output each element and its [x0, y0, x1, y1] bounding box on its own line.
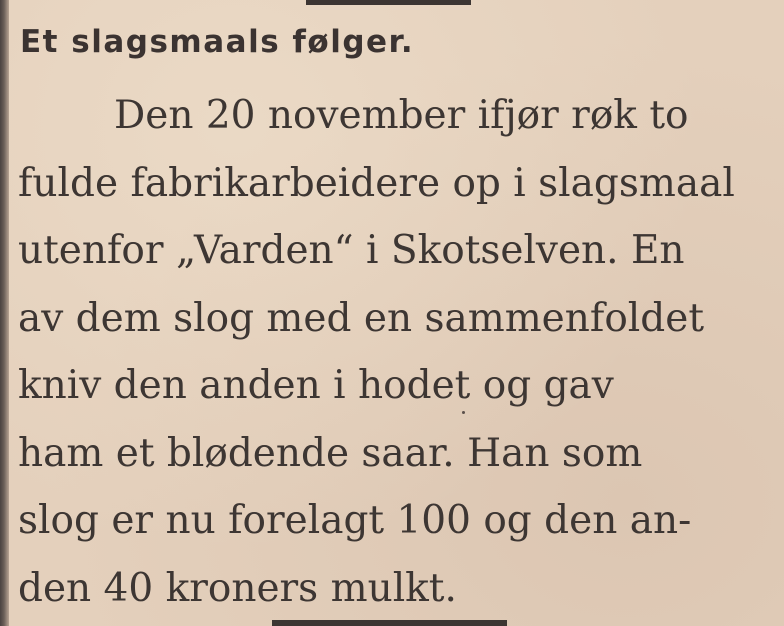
bottom-column-rule [272, 620, 507, 626]
article-body [18, 82, 766, 622]
article-headline: Et slagsmaals følger. [20, 24, 415, 60]
print-speck [462, 411, 465, 414]
article-line: den 40 kroners mulkt. [18, 565, 457, 611]
torn-left-edge [0, 0, 9, 626]
article-line: Den 20 november ifjør røk to [114, 93, 689, 138]
article-line: slog er nu forelagt 100 og den an- [18, 498, 692, 543]
article-line: av dem slog med en sammenfoldet [18, 295, 704, 341]
article-line: utenfor „Varden“ i Skotselven. En [18, 228, 685, 273]
article-line: ham et blødende saar. Han som [18, 430, 643, 476]
article-line: fulde fabrikarbeidere op i slagsmaal [18, 160, 735, 206]
top-column-rule [306, 0, 471, 5]
article-line: kniv den anden i hodet og gav [18, 363, 614, 408]
